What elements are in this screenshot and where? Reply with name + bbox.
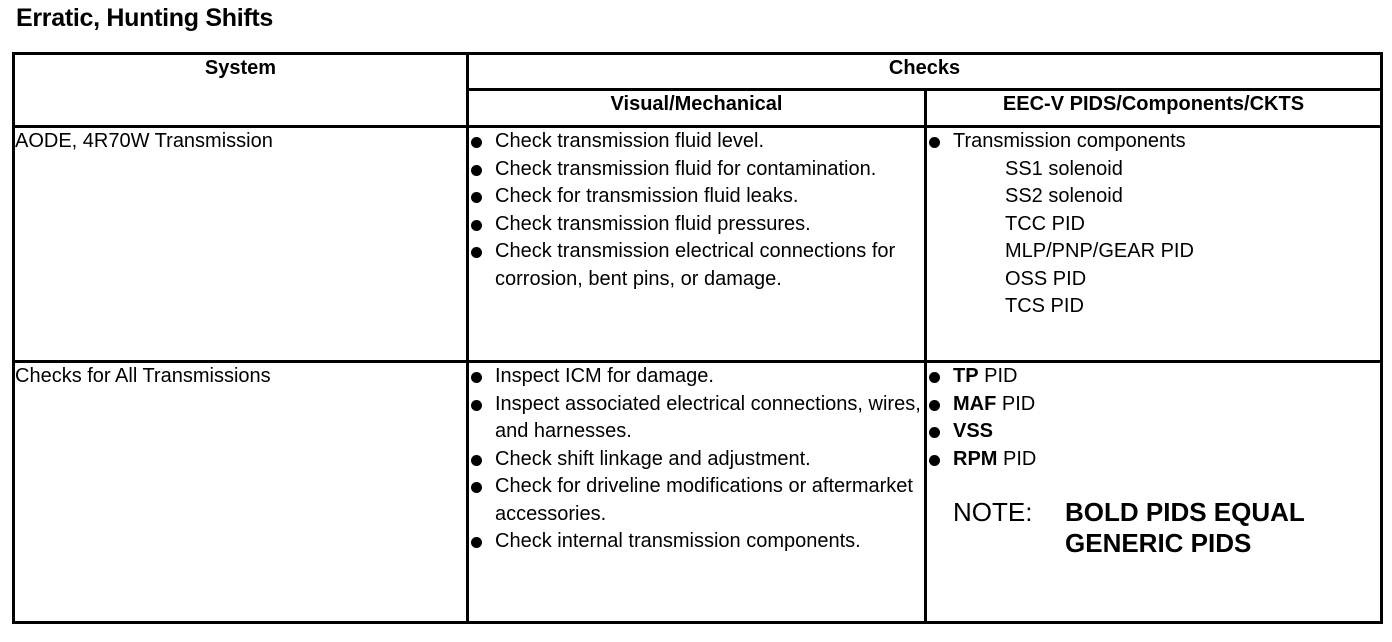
list-item: SS2 solenoid	[1005, 185, 1123, 207]
list-item: Check transmission fluid level.	[469, 128, 924, 156]
pid-name: MAF	[953, 392, 997, 415]
list-item	[927, 128, 1380, 321]
list-item: Check for transmission fluid leaks.	[469, 183, 924, 211]
pid-suffix: PID	[978, 365, 1018, 387]
eec-pids-list	[927, 363, 1380, 473]
diagnostic-checks-table	[12, 52, 1383, 624]
header-row-top	[14, 54, 1382, 90]
pid-name: RPM	[953, 447, 998, 470]
list-item: Inspect ICM for damage.	[469, 363, 924, 391]
note-block	[953, 497, 1380, 559]
visual-checks-list	[469, 363, 924, 556]
list-item: SS1 solenoid	[1005, 157, 1123, 180]
eec-pids-cell	[926, 362, 1382, 623]
system-cell: AODE, 4R70W Transmission	[14, 127, 468, 362]
eec-components-list	[927, 128, 1380, 321]
list-item: Check transmission electrical connections for corrosion, bent pins, or damage.	[469, 238, 924, 293]
pid-suffix: PID	[996, 392, 1036, 415]
visual-mechanical-header: Visual/Mechanical	[468, 90, 926, 127]
visual-checks-cell	[468, 127, 926, 362]
components-sublist	[953, 156, 1380, 321]
page-title: Erratic, Hunting Shifts	[16, 4, 274, 32]
table-row	[14, 127, 1382, 362]
list-item: MLP/PNP/GEAR PID	[1005, 240, 1194, 262]
pid-name: VSS	[953, 420, 994, 442]
note-label: NOTE:	[953, 497, 1033, 527]
system-column-header: System	[14, 54, 468, 127]
eec-components-cell	[926, 127, 1382, 362]
eec-pids-header: EEC-V PIDS/Components/CKTS	[926, 90, 1382, 127]
list-item: OSS PID	[1005, 267, 1087, 290]
list-item: Inspect associated electrical connections, wires, and harnesses.	[469, 391, 924, 446]
list-item	[927, 363, 1380, 391]
visual-checks-cell	[468, 362, 926, 623]
note-text: BOLD PIDS EQUAL GENERIC PIDS	[1065, 497, 1305, 558]
pid-suffix: PID	[997, 447, 1037, 470]
list-item: Check internal transmission components.	[469, 528, 924, 556]
checks-column-header: Checks	[468, 54, 1382, 90]
visual-checks-list	[469, 128, 924, 293]
list-item: TCS PID	[1005, 295, 1084, 317]
list-item: Check shift linkage and adjustment.	[469, 446, 924, 474]
list-item	[927, 418, 1380, 446]
list-item: Check transmission fluid for contamination.	[469, 156, 924, 184]
pid-name: TP	[953, 365, 979, 387]
list-item	[927, 391, 1380, 419]
system-cell: Checks for All Transmissions	[14, 362, 468, 623]
list-item	[927, 446, 1380, 474]
components-heading: Transmission components	[953, 130, 1186, 152]
list-item: TCC PID	[1005, 212, 1085, 235]
list-item: Check transmission fluid pressures.	[469, 211, 924, 239]
table-row	[14, 362, 1382, 623]
list-item: Check for driveline modifications or aftermarket accessories.	[469, 473, 924, 528]
